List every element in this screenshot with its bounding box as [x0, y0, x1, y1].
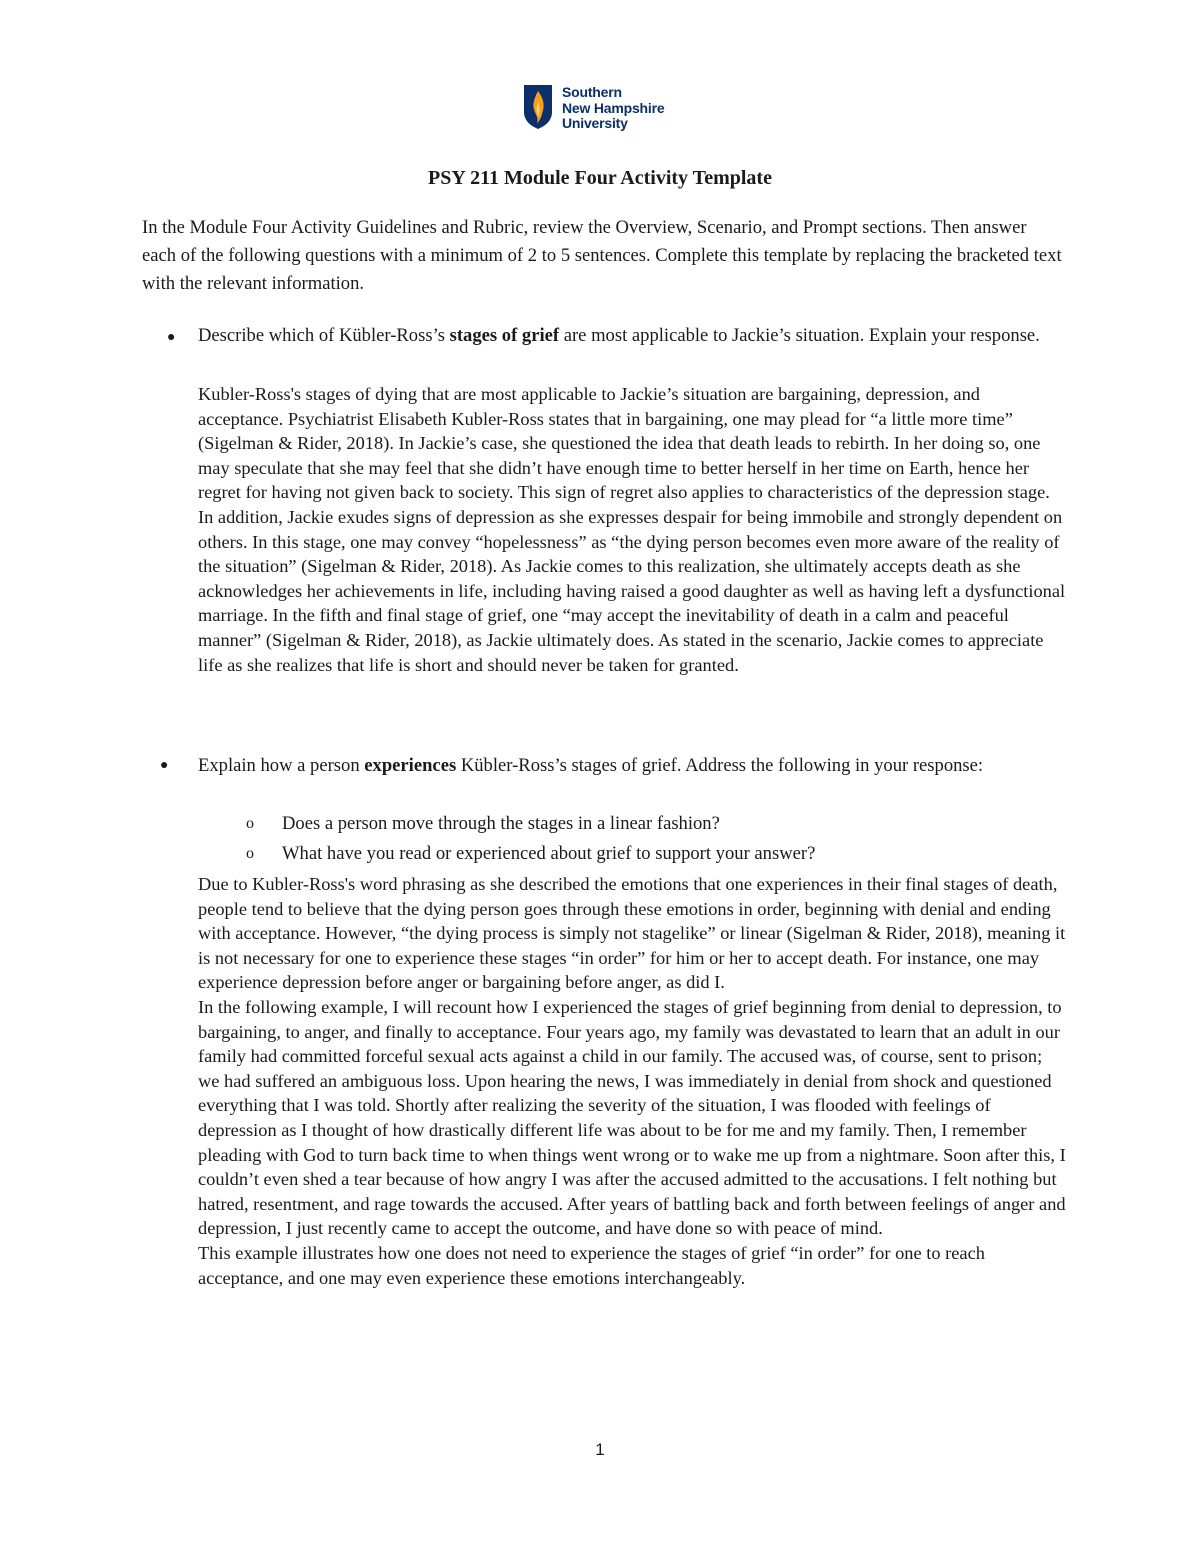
sub-question-2: What have you read or experienced about grief to support your answer?: [282, 843, 816, 864]
answer-2-paragraph-2: In the following example, I will recount how I experienced the stages of grief beginning from denial to depression, to bargaining, to anger, and finally to acceptance. Four years ago, my family was devastated to learn that an adult in our family had committed forceful sexual acts against a child in our family. The accused was, of course, sent to prison; we had suffered an ambiguous loss. Upon hearing the news, I was immediately in denial from shock and questioned everything that I was told. Shortly after realizing the severity of the situation, I was flooded with feelings of depression as I thought of how drastically different life was about to be for me and my family. Then, I remember pleading with God to turn back time to when things went wrong or to wake me up from a nightmare. Soon after this, I couldn’t even shed a tear because of how angry I was after the accused admitted to the accusations. I felt nothing but hatred, resentment, and rage towards the accused. After years of battling back and forth between feelings of anger and depression, I just recently came to accept the outcome, and have done so with peace of mind.: [198, 996, 1066, 1239]
intro-text: In the Module Four Activity Guidelines and Rubric, review the Overview, Scenario, and Prompt sections. Then answer each of the following questions with a minimum of 2 to 5 sentences. Complete this template by replacing the bracketed text with the relevant information.: [142, 217, 1062, 294]
sub-question-1: Does a person move through the stages in a linear fashion?: [282, 813, 720, 834]
intro-paragraph: [142, 214, 1062, 298]
sub-bullet-2: o: [246, 845, 254, 862]
sub-bullet-1: o: [246, 815, 254, 832]
question-2-text-start: Explain how a person: [198, 755, 365, 776]
logo-wordmark: [562, 85, 664, 132]
answer-2: [198, 872, 1068, 1290]
logo-line-2: New Hampshire: [562, 99, 665, 116]
question-1: [198, 322, 1068, 350]
question-1-bold: stages of grief: [449, 325, 560, 346]
answer-1: [198, 382, 1068, 677]
logo-line-3: University: [562, 115, 628, 131]
question-2: [198, 752, 1068, 780]
question-2-bold: experiences: [364, 755, 457, 776]
question-2-text-end: Kübler-Ross’s stages of grief. Address the following in your response:: [456, 755, 984, 776]
document-title: PSY 211 Module Four Activity Template: [428, 167, 772, 189]
question-1-text-end: are most applicable to Jackie’s situation. Explain your response.: [559, 325, 1040, 346]
question-1-text-start: Describe which of Kübler-Ross’s: [198, 325, 450, 346]
answer-1-text: Kubler-Ross's stages of dying that are most applicable to Jackie’s situation are bargaining, depression, and acceptance. Psychiatrist Elisabeth Kubler-Ross states that in bargaining, one may plead for “a little more time” (Sigelman & Rider, 2018). In Jackie’s case, she questioned the idea that death leads to rebirth. In her doing so, one may speculate that she may feel that she didn’t have enough time to better herself in her time on Earth, hence her regret for having not given back to society. This sign of regret also applies to characteristics of the depression stage. In addition, Jackie exudes signs of depression as she expresses despair for being immobile and strongly dependent on others. In this stage, one may convey “hopelessness” as “the dying person becomes even more aware of the reality of the situation” (Sigelman & Rider, 2018). As Jackie comes to this realization, she ultimately accepts death as she acknowledges her achievements in life, including having raised a good daughter as well as having left a dysfunctional marriage. In the fifth and final stage of grief, one “may accept the inevitability of death in a calm and peaceful manner” (Sigelman & Rider, 2018), as Jackie ultimately does. As stated in the scenario, Jackie comes to appreciate life as she realizes that life is short and should never be taken for granted.: [198, 384, 1066, 675]
answer-2-paragraph-3: This example illustrates how one does not need to experience the stages of grief “in order” for one to reach acceptance, and one may even experience these emotions interchangeably.: [198, 1242, 985, 1288]
bullet-1: ●: [167, 330, 176, 345]
logo-line-1: Southern: [562, 84, 622, 100]
answer-2-paragraph-1: Due to Kubler-Ross's word phrasing as she described the emotions that one experiences in their final stages of death, people tend to believe that the dying person goes through these emotions in order, beginning with denial and ending with acceptance. However, “the dying process is simply not stagelike” or linear (Sigelman & Rider, 2018), meaning it is not necessary for one to experience these stages “in order” for him or her to accept death. For instance, one may experience depression before anger or bargaining before anger, as did I.: [198, 874, 1066, 993]
shield-flame-icon: [523, 84, 553, 130]
page-number: 1: [595, 1440, 605, 1459]
bullet-2: ●: [160, 758, 169, 773]
snhu-logo: [523, 84, 693, 134]
